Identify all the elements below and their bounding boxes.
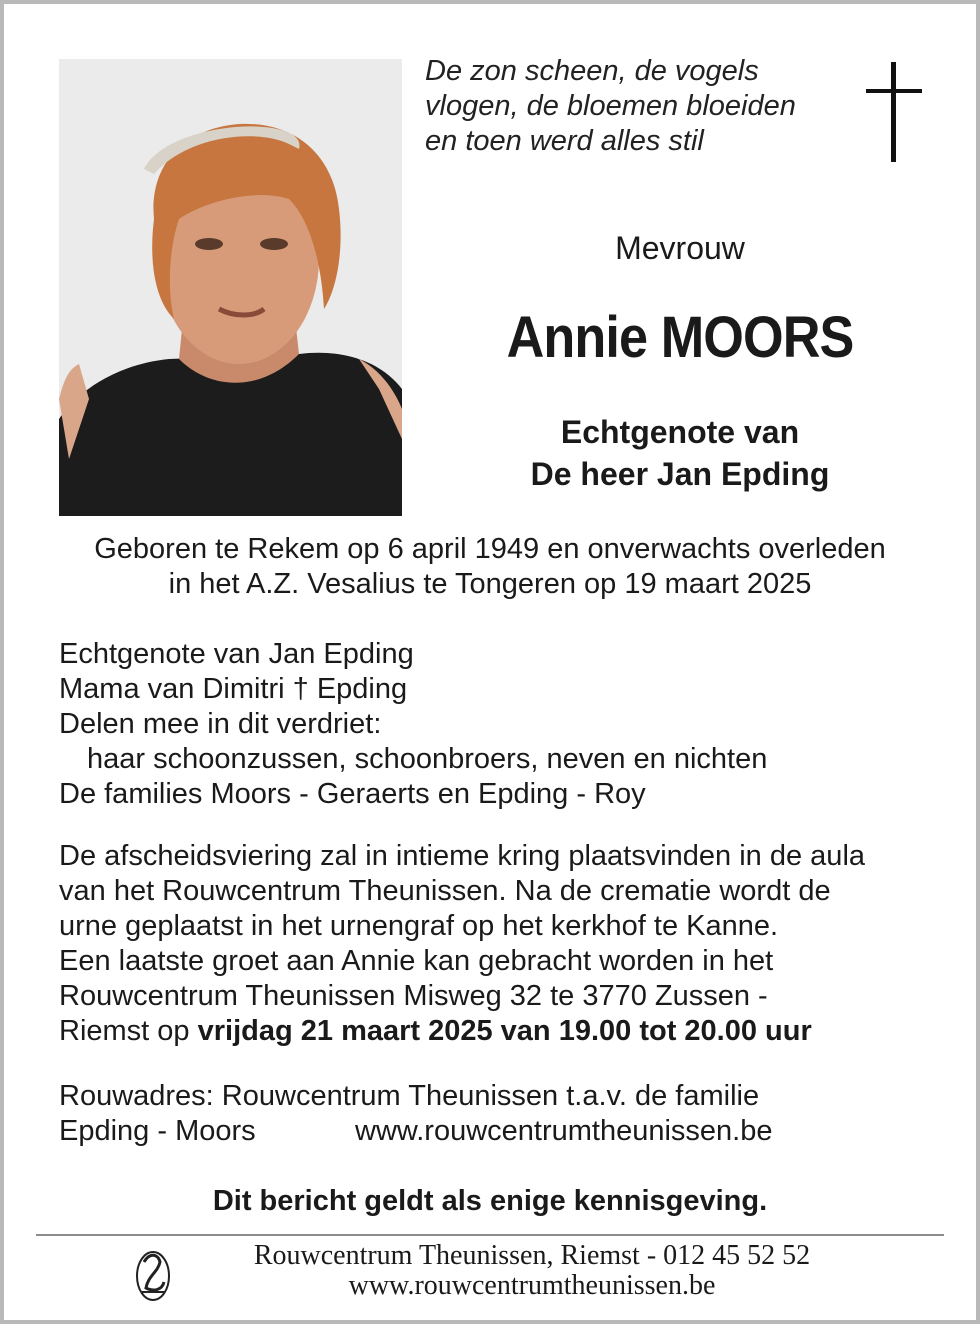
ceremony-prefix: Riemst op	[59, 1015, 198, 1047]
family-list	[59, 637, 939, 812]
deceased-name: Annie MOORS	[506, 305, 854, 370]
mourning-address	[59, 1079, 939, 1149]
family-line: Delen mee in dit verdriet:	[59, 708, 382, 740]
spouse-line: Echtgenote van	[560, 414, 800, 450]
portrait-photo	[59, 59, 402, 516]
quote-line: en toen werd alles stil	[425, 125, 704, 157]
birth-death-info	[4, 532, 976, 602]
ceremony-line: urne geplaatst in het urnengraf op het kerkhof te Kanne.	[59, 910, 779, 942]
divider	[36, 1234, 944, 1236]
family-line: haar schoonzussen, schoonbroers, neven en nichten	[87, 743, 768, 775]
address-row	[59, 1114, 939, 1149]
birth-line: Geboren te Rekem op 6 april 1949 en onverwachts overleden	[94, 533, 886, 565]
visitation-time: vrijdag 21 maart 2025 van 19.00 tot 20.00 uur	[197, 1015, 812, 1047]
spouse-info	[425, 411, 935, 495]
death-line: in het A.Z. Vesalius te Tongeren op 19 maart 2025	[168, 568, 812, 600]
ceremony-line: van het Rouwcentrum Theunissen. Na de crematie wordt de	[59, 875, 831, 907]
cross-icon	[866, 62, 922, 162]
family-line: Echtgenote van Jan Epding	[59, 638, 414, 670]
ceremony-line	[59, 1014, 939, 1049]
footer-contact: Rouwcentrum Theunissen, Riemst - 012 45 52 52	[253, 1240, 811, 1271]
notice-text: Dit bericht geldt als enige kennisgeving.	[212, 1185, 768, 1217]
ceremony-line: Rouwcentrum Theunissen Misweg 32 te 3770 Zussen -	[59, 980, 768, 1012]
funeral-home-logo-icon	[134, 1242, 172, 1302]
ceremony-line: De afscheidsviering zal in intieme kring plaatsvinden in de aula	[59, 840, 866, 872]
address-line: Rouwadres: Rouwcentrum Theunissen t.a.v. de familie	[59, 1080, 760, 1112]
quote-line: De zon scheen, de vogels	[425, 55, 759, 87]
family-line: Mama van Dimitri † Epding	[59, 673, 408, 705]
address-family: Epding - Moors	[59, 1115, 256, 1147]
ceremony-info	[59, 839, 939, 1049]
quote-line: vlogen, de bloemen bloeiden	[425, 90, 796, 122]
spouse-name: De heer Jan Epding	[530, 456, 830, 492]
ceremony-line: Een laatste groet aan Annie kan gebracht worden in het	[59, 945, 774, 977]
footer-website: www.rouwcentrumtheunissen.be	[348, 1270, 716, 1301]
family-line: De families Moors - Geraerts en Epding - Roy	[59, 778, 646, 810]
honorific: Mevrouw	[615, 230, 745, 266]
portrait-illustration	[59, 59, 402, 516]
memorial-quote	[425, 54, 845, 159]
address-website: www.rouwcentrumtheunissen.be	[355, 1115, 773, 1147]
